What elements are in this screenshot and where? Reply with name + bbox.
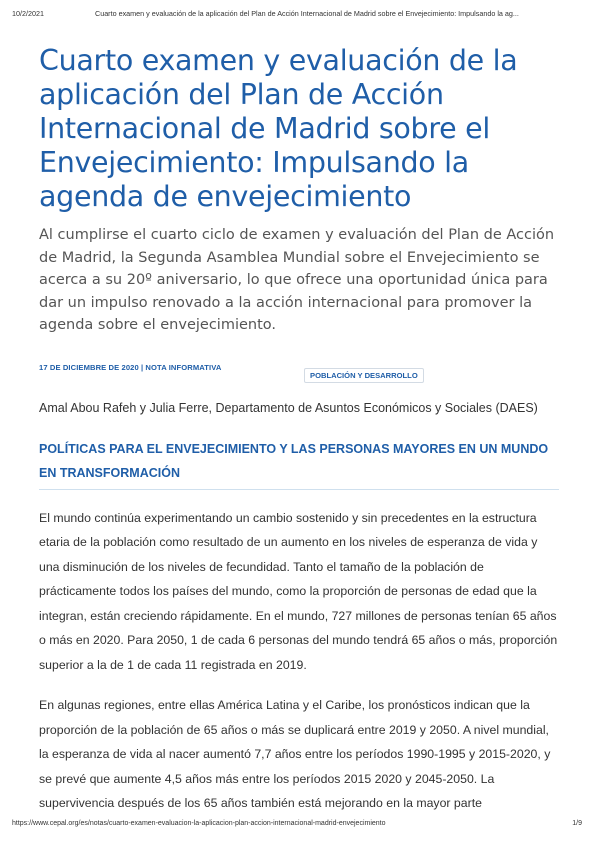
body-paragraph: En algunas regiones, entre ellas América Latina y el Caribe, los pronósticos indican que la proporción de la población de 65 años o más se duplicará entre 2019 y 2050. A nivel mundial, la esperanza de vida al nacer aumentó 7,7 años entre los períodos 1990-1995 y 2015-2020, y se prevé que aumente 4,5 años más entre los períodos 2015 2020 y 2045-2050. La supervivencia después de los 65 años también está mejorando en la mayor parte xyxy=(39,698,551,810)
print-footer xyxy=(12,820,582,830)
body-paragraph: El mundo continúa experimentando un cambio sostenido y sin precedentes en la estructura etaria de la población como resultado de un aumento en los niveles de esperanza de vida y una disminución de los niveles de fecundidad. Tanto el tamaño de la población de prácticamente todos los países del mundo, como la proporción de personas de edad que la integran, están creciendo rápidamente. En el mundo, 727 millones de personas tenían 65 años o más en 2020. Para 2050, 1 de cada 6 personas del mundo tendrá 65 años o más, proporción superior a la de 1 de cada 11 registrada en 2019. xyxy=(39,510,558,672)
article-lead: Al cumplirse el cuarto ciclo de examen y evaluación del Plan de Acción de Madrid, la Segunda Asamblea Mundial sobre el Envejecimiento se acerca a su 20º aniversario, lo que ofrece una oportunidad única para dar un impulso renovado a la acción internacional para promover la agenda sobre el envejecimiento. xyxy=(39,227,555,333)
article-title: Cuarto examen y evaluación de la aplicación del Plan de Acción Internacional de Madrid sobre el Envejecimiento: Impulsando la agenda de envejecimiento xyxy=(39,44,518,213)
topic-tag-link[interactable]: POBLACIÓN Y DESARROLLO xyxy=(304,368,424,383)
article-authors: Amal Abou Rafeh y Julia Ferre, Departamento de Asuntos Económicos y Sociales (DAES) xyxy=(39,400,538,415)
print-document-title: Cuarto examen y evaluación de la aplicación del Plan de Acción Internacional de Madrid sobre el Envejecimiento: Impulsando la ag... xyxy=(95,9,519,18)
print-url: https://www.cepal.org/es/notas/cuarto-examen-evaluacion-la-aplicacion-plan-accion-internacional-madrid-envejecimiento xyxy=(12,820,386,827)
print-header xyxy=(12,9,582,21)
print-date: 10/2/2021 xyxy=(12,9,44,18)
page-number: 1/9 xyxy=(572,820,582,827)
article xyxy=(39,44,559,816)
article-date-type: 17 DE DICIEMBRE DE 2020 | NOTA INFORMATIVA xyxy=(39,362,222,372)
section-heading: POLÍTICAS PARA EL ENVEJECIMIENTO Y LAS PERSONAS MAYORES EN UN MUNDO EN TRANSFORMACIÓN xyxy=(39,437,559,490)
article-meta-row xyxy=(39,361,559,381)
